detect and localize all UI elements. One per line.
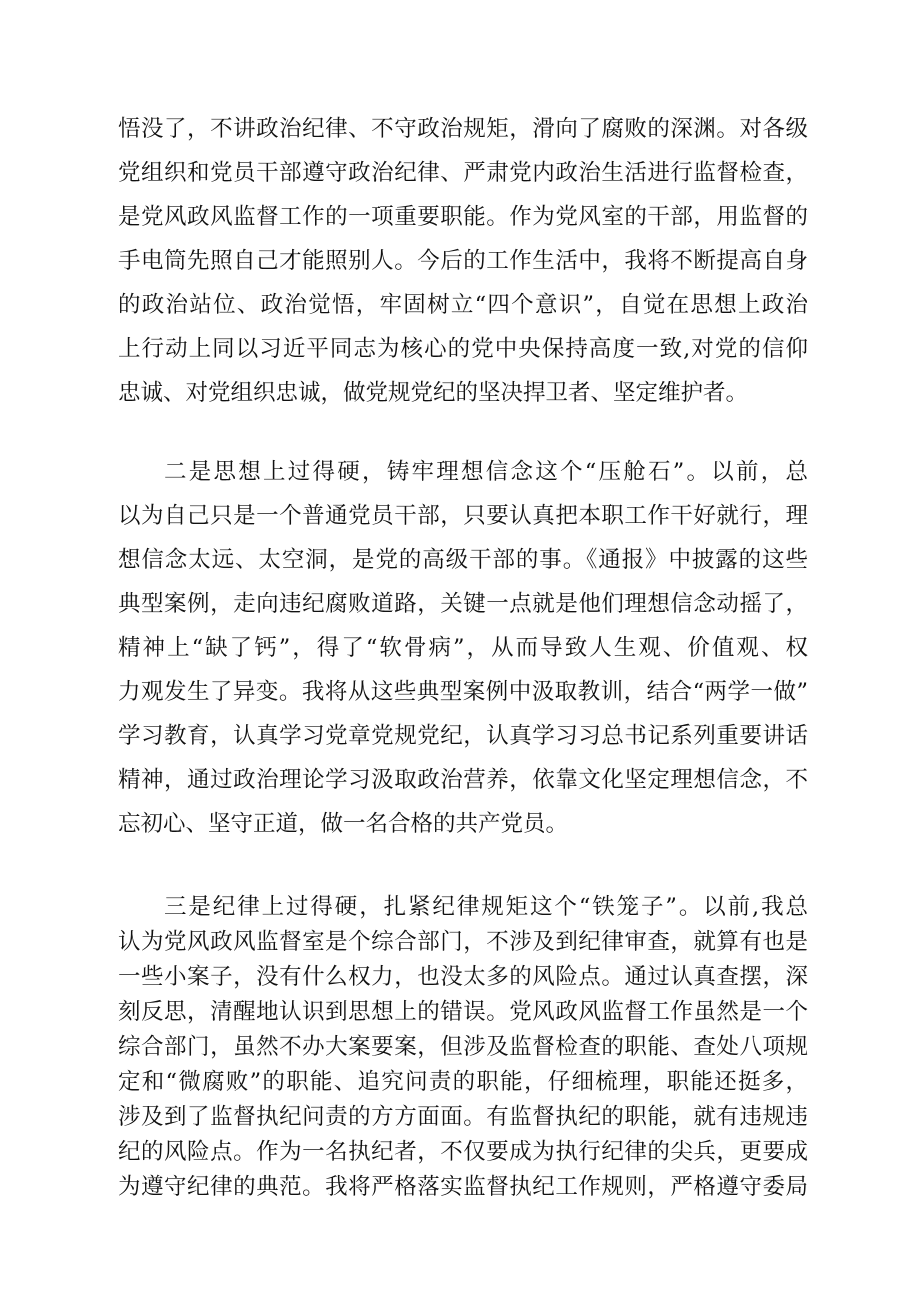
- text-line: 精神，通过政治理论学习汲取政治营养，依靠文化坚定理想信念，不: [118, 767, 808, 793]
- text-line: 二是思想上过得硬，铸牢理想信念这个“压舱石”。以前，总: [164, 459, 808, 485]
- text-line: 涉及到了监督执纪问责的方方面面。有监督执纪的职能，就有违规违: [118, 1104, 808, 1130]
- paragraph-political-discipline: [118, 107, 808, 415]
- text-line: 力观发生了异变。我将从这些典型案例中汲取教训，结合“两学一做”: [118, 679, 808, 705]
- text-line: 三是纪律上过得硬，扎紧纪律规矩这个“铁笼子”。以前,我总: [164, 894, 808, 920]
- text-line: 悟没了，不讲政治纪律、不守政治规矩，滑向了腐败的深渊。对各级: [118, 116, 808, 142]
- text-line: 定和“微腐败”的职能、追究问责的职能，仔细梳理，职能还挺多，: [118, 1069, 808, 1095]
- text-line: 精神上“缺了钙”，得了“软骨病”，从而导致人生观、价值观、权: [118, 635, 808, 661]
- text-line: 以为自己只是一个普通党员干部，只要认真把本职工作干好就行，理: [118, 503, 808, 529]
- text-line: 党组织和党员干部遵守政治纪律、严肃党内政治生活进行监督检查，: [118, 160, 808, 186]
- text-line: 学习教育，认真学习党章党规党纪，认真学习习总书记系列重要讲话: [118, 723, 808, 749]
- paragraph-ideals-beliefs: [118, 450, 808, 846]
- text-line: 是党风政风监督工作的一项重要职能。作为党风室的干部，用监督的: [118, 204, 808, 230]
- text-line: 的政治站位、政治觉悟，牢固树立“四个意识”，自觉在思想上政治: [118, 292, 808, 318]
- text-line: 想信念太远、太空洞，是党的高级干部的事。《通报》中披露的这些: [118, 547, 808, 573]
- text-line: 刻反思，清醒地认识到思想上的错误。党风政风监督工作虽然是一个: [118, 999, 808, 1025]
- text-line: 忠诚、对党组织忠诚，做党规党纪的坚决捍卫者、坚定维护者。: [118, 380, 749, 406]
- paragraph-discipline-rules: [118, 890, 808, 1205]
- text-line: 纪的风险点。作为一名执纪者，不仅要成为执行纪律的尖兵，更要成: [118, 1139, 808, 1165]
- text-line: 综合部门，虽然不办大案要案，但涉及监督检查的职能、查处八项规: [118, 1034, 808, 1060]
- text-line: 为遵守纪律的典范。我将严格落实监督执纪工作规则，严格遵守委局: [118, 1174, 808, 1200]
- text-line: 忘初心、坚守正道，做一名合格的共产党员。: [118, 811, 569, 837]
- text-line: 手电筒先照自己才能照别人。今后的工作生活中，我将不断提高自身: [118, 248, 808, 274]
- text-line: 认为党风政风监督室是个综合部门，不涉及到纪律审查，就算有也是: [118, 929, 808, 955]
- text-line: 典型案例，走向违纪腐败道路，关键一点就是他们理想信念动摇了，: [118, 591, 808, 617]
- text-line: 一些小案子，没有什么权力，也没太多的风险点。通过认真查摆，深: [118, 964, 808, 990]
- text-line: 上行动上同以习近平同志为核心的党中央保持高度一致,对党的信仰: [118, 336, 808, 362]
